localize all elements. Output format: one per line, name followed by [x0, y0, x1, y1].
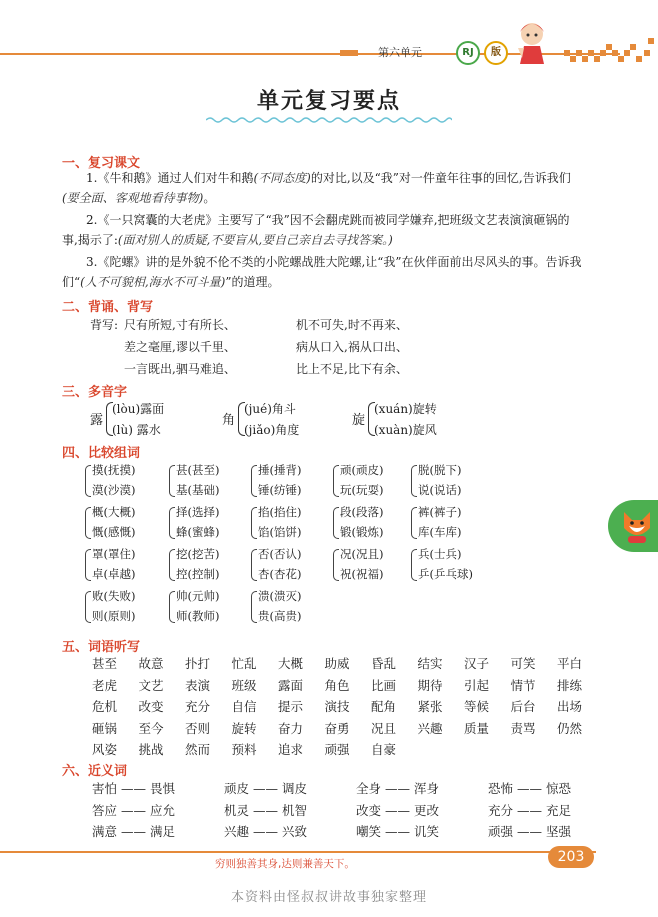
dictation-word: 危机 — [92, 699, 118, 714]
dictation-word: 昏乱 — [371, 656, 397, 671]
polyphone-reading: (jué)角斗 — [244, 402, 296, 416]
compare-word: 卓(卓越) — [92, 567, 136, 581]
compare-word: 脱(脱下) — [418, 463, 462, 477]
header-rule-accent — [340, 50, 358, 56]
dictation-word: 扑打 — [185, 656, 211, 671]
compare-word: 控(控制) — [176, 567, 220, 581]
synonym-pair: 恐怖 —— 惊恐 — [488, 781, 571, 796]
synonym-pair: 顽强 —— 坚强 — [488, 824, 571, 839]
compare-word: 乒(乒乓球) — [418, 567, 473, 581]
compare-word: 概(大概) — [92, 505, 136, 519]
dictation-word: 况且 — [371, 720, 397, 736]
compare-word: 贵(高贵) — [258, 609, 302, 623]
page-number: 203 — [548, 846, 594, 868]
compare-word: 择(选择) — [176, 505, 220, 519]
review-paragraph-2: 2.《一只窝囊的大老虎》主要写了“我”因不会翻虎跳而被同学嫌弃,把班级文艺表演演砸锅的事,揭示了:(面对别人的质疑,不要盲从,要自己亲自去寻找答案。) — [62, 213, 570, 247]
dictation-word: 平白 — [557, 656, 583, 671]
mascot-girl-icon — [510, 18, 554, 68]
compare-word: 捶(捶背) — [258, 463, 302, 477]
compare-word: 摸(抚摸) — [92, 463, 136, 477]
checker-decoration — [560, 36, 658, 76]
dictation-word: 期待 — [417, 677, 443, 693]
compare-word: 师(教师) — [176, 609, 220, 623]
compare-word: 兵(士兵) — [418, 547, 462, 561]
dictation-word: 引起 — [464, 677, 490, 693]
page-title: 单元复习要点 — [256, 89, 401, 114]
dictation-word: 可笑 — [510, 656, 536, 671]
synonym-pair: 兴趣 —— 兴致 — [224, 824, 307, 839]
polyphone-reading: (lù) 露水 — [112, 423, 161, 437]
compare-word: 锻(锻炼) — [340, 525, 384, 539]
synonym-pair: 顽皮 —— 调皮 — [224, 781, 307, 796]
synonym-pair: 答应 —— 应允 — [92, 802, 175, 818]
dictation-word: 顽强 — [324, 742, 350, 757]
compare-word: 馅(馅饼) — [258, 525, 302, 539]
synonym-pair: 全身 —— 浑身 — [356, 781, 439, 796]
brace — [85, 465, 91, 497]
dictation-word: 大概 — [278, 656, 304, 671]
dictation-word: 否则 — [185, 720, 211, 736]
compare-word: 挖(挖苦) — [176, 547, 220, 561]
compare-word: 杏(杏花) — [258, 567, 302, 581]
polyphone-char: 旋 — [352, 413, 366, 428]
answer-note: (人不可貌相,海水不可斗量) — [80, 275, 226, 289]
dictation-word: 角色 — [324, 677, 350, 693]
recite-right-2: 病从口入,祸从口出、 — [296, 340, 408, 354]
compare-word: 说(说话) — [418, 483, 462, 497]
edition-badge: 版 — [484, 41, 508, 65]
dictation-word: 自豪 — [371, 742, 397, 757]
dictation-word: 提示 — [278, 699, 304, 714]
dictation-word: 改变 — [138, 699, 164, 714]
compare-word: 祝(祝福) — [340, 567, 384, 581]
synonym-pair: 害怕 —— 畏惧 — [92, 781, 175, 796]
rj-badge: RJ — [456, 41, 480, 65]
recite-right-3: 比上不足,比下有余、 — [296, 362, 408, 376]
answer-note: (面对别人的质疑,不要盲从,要自己亲自去寻找答案。) — [117, 233, 393, 247]
section-review-texts-title: 一、复习课文 — [62, 156, 141, 171]
dictation-word: 表演 — [185, 677, 211, 693]
review-paragraph-3: 3.《陀螺》讲的是外貌不伦不类的小陀螺战胜大陀螺,让“我”在伙伴面前出尽风头的事。告诉我们“(人不可貌相,海水不可斗量)”的道理。 — [62, 255, 582, 289]
dictation-word: 后台 — [510, 699, 536, 714]
section-synonyms-title: 六、近义词 — [62, 764, 128, 779]
recite-right-1: 机不可失,时不再来、 — [296, 318, 408, 332]
compare-word: 否(否认) — [258, 547, 302, 561]
dictation-word: 出场 — [557, 699, 583, 714]
dictation-word: 砸锅 — [92, 720, 118, 736]
brace — [411, 507, 417, 539]
compare-word: 漠(沙漠) — [92, 483, 136, 497]
dictation-word: 然而 — [185, 742, 211, 757]
unit-label: 第六单元 — [378, 46, 422, 59]
dictation-word: 演技 — [324, 699, 350, 714]
dictation-word: 旋转 — [231, 720, 257, 736]
dictation-word: 兴趣 — [417, 720, 443, 736]
synonym-pair: 机灵 —— 机智 — [224, 802, 307, 818]
dictation-word: 至今 — [138, 720, 164, 736]
brace — [251, 465, 257, 497]
compare-word: 则(原则) — [92, 609, 136, 623]
brace — [333, 465, 339, 497]
answer-note: (不同态度) — [253, 171, 311, 185]
compare-word: 基(基础) — [176, 483, 220, 497]
title-underline-wave — [206, 116, 452, 124]
brace — [251, 549, 257, 581]
compare-word: 况(况且) — [340, 547, 384, 561]
brace — [169, 507, 175, 539]
compare-word: 掐(掐住) — [258, 505, 302, 519]
footer-motto: 穷则独善其身,达则兼善天下。 — [215, 858, 355, 870]
dictation-word: 甚至 — [92, 656, 118, 671]
polyphone-reading: (xuàn)旋风 — [374, 423, 437, 437]
dictation-word: 等候 — [464, 699, 490, 714]
dictation-word: 充分 — [185, 699, 211, 714]
review-paragraph-1: 1.《牛和鹅》通过人们对牛和鹅(不同态度)的对比,以及“我”对一件童年往事的回忆,告诉我们(要全面、客观地看待事物)。 — [62, 171, 571, 205]
compare-word: 裤(裤子) — [418, 505, 462, 519]
dictation-word: 班级 — [231, 677, 257, 693]
compare-word: 锤(纺锤) — [258, 483, 302, 497]
brace — [411, 465, 417, 497]
recite-prefix: 背写: — [90, 318, 119, 332]
compare-word: 败(失败) — [92, 589, 136, 603]
dictation-word: 助威 — [324, 656, 350, 671]
dictation-word: 仍然 — [557, 720, 583, 736]
brace — [251, 591, 257, 623]
compare-word: 帅(元帅) — [176, 589, 220, 603]
synonym-pair: 充分 —— 充足 — [488, 802, 571, 818]
polyphone-char: 露 — [90, 413, 104, 428]
dictation-word: 质量 — [464, 720, 490, 736]
polyphone-reading: (jiǎo)角度 — [244, 423, 300, 437]
synonym-pair: 改变 —— 更改 — [356, 802, 439, 818]
brace — [169, 549, 175, 581]
brace — [85, 549, 91, 581]
dictation-word: 比画 — [371, 677, 397, 693]
compare-word: 蜂(蜜蜂) — [176, 525, 220, 539]
compare-word: 顽(顽皮) — [340, 463, 384, 477]
dictation-word: 文艺 — [138, 677, 164, 693]
dictation-word: 挑战 — [138, 742, 164, 757]
recite-left-3: 一言既出,驷马难追、 — [124, 362, 236, 376]
brace — [169, 591, 175, 623]
polyphone-char: 角 — [222, 413, 236, 428]
compare-word: 罩(罩住) — [92, 547, 136, 561]
dictation-word: 责骂 — [510, 720, 536, 736]
brace — [169, 465, 175, 497]
dictation-word: 露面 — [278, 677, 304, 693]
synonym-pair: 嘲笑 —— 讥笑 — [356, 824, 439, 839]
compare-word: 玩(玩耍) — [340, 483, 384, 497]
synonym-pair: 满意 —— 满足 — [92, 824, 175, 839]
dictation-word: 紧张 — [417, 699, 443, 714]
dictation-word: 自信 — [231, 699, 257, 714]
brace — [333, 507, 339, 539]
dictation-word: 追求 — [278, 742, 304, 757]
brace — [85, 507, 91, 539]
dictation-word: 排练 — [557, 677, 583, 693]
brace — [85, 591, 91, 623]
brace — [251, 507, 257, 539]
polyphone-reading: (lòu)露面 — [112, 402, 165, 416]
dictation-word: 预料 — [231, 742, 257, 757]
compare-word: 慨(感慨) — [92, 525, 136, 539]
polyphone-reading: (xuán)旋转 — [374, 402, 437, 416]
compare-word: 甚(甚至) — [176, 463, 220, 477]
section-dictation-title: 五、词语听写 — [62, 640, 141, 655]
recite-left-2: 差之毫厘,谬以千里、 — [124, 340, 236, 354]
dictation-word: 结实 — [417, 656, 443, 671]
section-polyphone-title: 三、多音字 — [62, 385, 128, 400]
dictation-word: 奋力 — [278, 720, 304, 736]
compare-word: 库(车库) — [418, 525, 462, 539]
compare-word: 段(段落) — [340, 505, 384, 519]
dictation-word: 忙乱 — [231, 656, 257, 671]
recite-left-1: 尺有所短,寸有所长、 — [124, 318, 236, 332]
brace — [411, 549, 417, 581]
dictation-word: 情节 — [510, 677, 536, 693]
fox-mascot-icon — [620, 508, 654, 544]
footer-rule — [0, 851, 596, 853]
dictation-word: 老虎 — [92, 677, 118, 693]
section-compare-title: 四、比较组词 — [62, 446, 141, 461]
answer-note: (要全面、客观地看待事物) — [62, 191, 204, 205]
compare-word: 溃(溃灭) — [258, 589, 302, 603]
dictation-word: 奋勇 — [324, 720, 350, 736]
dictation-word: 故意 — [138, 656, 164, 671]
source-credit: 本资料由怪叔叔讲故事独家整理 — [230, 890, 427, 905]
dictation-word: 配角 — [371, 699, 397, 714]
dictation-word: 风姿 — [92, 742, 118, 757]
dictation-word: 汉子 — [464, 656, 490, 671]
section-recite-title: 二、背诵、背写 — [62, 300, 154, 315]
brace — [333, 549, 339, 581]
